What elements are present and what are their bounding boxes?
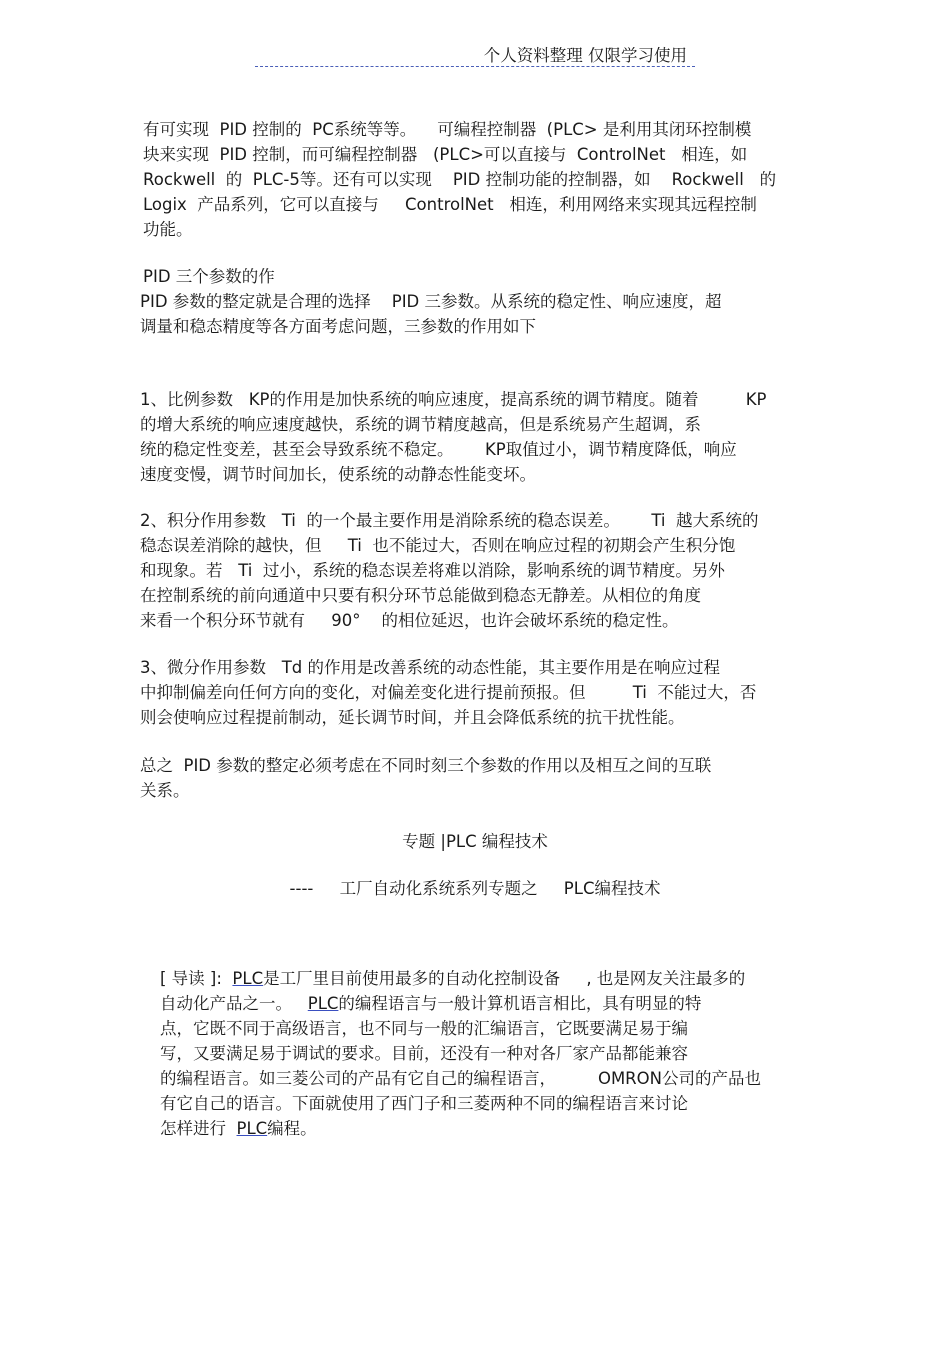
guide-text: 的编程语言与一般计算机语言相比，具有明显的特 [338, 994, 702, 1013]
guide-line-2 [160, 992, 701, 1016]
item3-line-3: 则会使响应过程提前制动，延长调节时间，并且会降低系统的抗干扰性能。 [140, 708, 685, 727]
guide-line-3: 点，它既不同于高级语言，也不同与一般的汇编语言，它既要满足易于编 [160, 1019, 688, 1038]
header-text: 个人资料整理 仅限学习使用 [483, 46, 687, 65]
summary-line-2: 关系。 [140, 781, 190, 800]
item1-line-1: 1、比例参数 KP的作用是加快系统的响应速度，提高系统的调节精度。随着 KP [140, 390, 767, 409]
intro-line-1: 有可实现 PID 控制的 PC系统等等。 可编程控制器 (PLC> 是利用其闭环控制模 [143, 120, 752, 139]
intro-line-4: Logix 产品系列，它可以直接与 ControlNet 相连，利用网络来实现其远程控制 [143, 195, 757, 214]
intro-line-3: Rockwell 的 PLC-5等。还有可以实现 PID 控制功能的控制器，如 Rockwell 的 [143, 170, 777, 189]
item2-line-4: 在控制系统的前向通道中只要有积分环节总能做到稳态无静差。从相位的角度 [140, 586, 701, 605]
topic-title: 专题 |PLC 编程技术 [402, 832, 548, 851]
guide-prefix: [ 导读 ]: [160, 969, 233, 988]
section-intro-line-1: PID 参数的整定就是合理的选择 PID 三参数。从系统的稳定性、响应速度，超 [140, 292, 722, 311]
page-header [255, 42, 695, 67]
item1-line-2: 的增大系统的响应速度越快，系统的调节精度越高，但是系统易产生超调，系 [140, 415, 701, 434]
item2-line-5: 来看一个积分环节就有 90° 的相位延迟，也许会破坏系统的稳定性。 [140, 611, 679, 630]
intro-line-5: 功能。 [143, 220, 193, 239]
guide-line-5: 的编程语言。如三菱公司的产品有它自己的编程语言， OMRON公司的产品也 [160, 1069, 761, 1088]
item1-line-4: 速度变慢，调节时间加长，使系统的动静态性能变坏。 [140, 465, 536, 484]
summary-line-1: 总之 PID 参数的整定必须考虑在不同时刻三个参数的作用以及相互之间的互联 [140, 756, 712, 775]
item1-line-3: 统的稳定性变差，甚至会导致系统不稳定。 KP取值过小，调节精度降低，响应 [140, 440, 737, 459]
guide-line-7 [160, 1117, 317, 1141]
section-title: PID 三个参数的作 [143, 267, 275, 286]
plc-link[interactable]: PLC [232, 969, 264, 988]
item2-line-2: 稳态误差消除的越快，但 Ti 也不能过大，否则在响应过程的初期会产生积分饱 [140, 536, 736, 555]
guide-line-4: 写，又要满足易于调试的要求。目前，还没有一种对各厂家产品都能兼容 [160, 1044, 688, 1063]
guide-text: 编程。 [267, 1119, 317, 1138]
guide-text: 自动化产品之一。 [160, 994, 308, 1013]
guide-line-6: 有它自己的语言。下面就使用了西门子和三菱两种不同的编程语言来讨论 [160, 1094, 688, 1113]
guide-line-1 [160, 967, 745, 991]
topic-subtitle: ---- 工厂自动化系统系列专题之 PLC编程技术 [289, 879, 661, 898]
item2-line-3: 和现象。若 Ti 过小，系统的稳态误差将难以消除，影响系统的调节精度。另外 [140, 561, 725, 580]
plc-link[interactable]: PLC [307, 994, 339, 1013]
guide-text: 怎样进行 [160, 1119, 237, 1138]
section-intro-line-2: 调量和稳态精度等各方面考虑问题，三参数的作用如下 [140, 317, 536, 336]
intro-line-2: 块来实现 PID 控制，而可编程控制器 (PLC>可以直接与 ControlNet 相连，如 [143, 145, 748, 164]
item2-line-1: 2、积分作用参数 Ti 的一个最主要作用是消除系统的稳态误差。 Ti 越大系统的 [140, 511, 759, 530]
item3-line-2: 中抑制偏差向任何方向的变化，对偏差变化进行提前预报。但 Ti 不能过大，否 [140, 683, 757, 702]
guide-text: 是工厂里目前使用最多的自动化控制设备 , 也是网友关注最多的 [263, 969, 746, 988]
plc-link[interactable]: PLC [236, 1119, 268, 1138]
item3-line-1: 3、微分作用参数 Td 的作用是改善系统的动态性能，其主要作用是在响应过程 [140, 658, 721, 677]
